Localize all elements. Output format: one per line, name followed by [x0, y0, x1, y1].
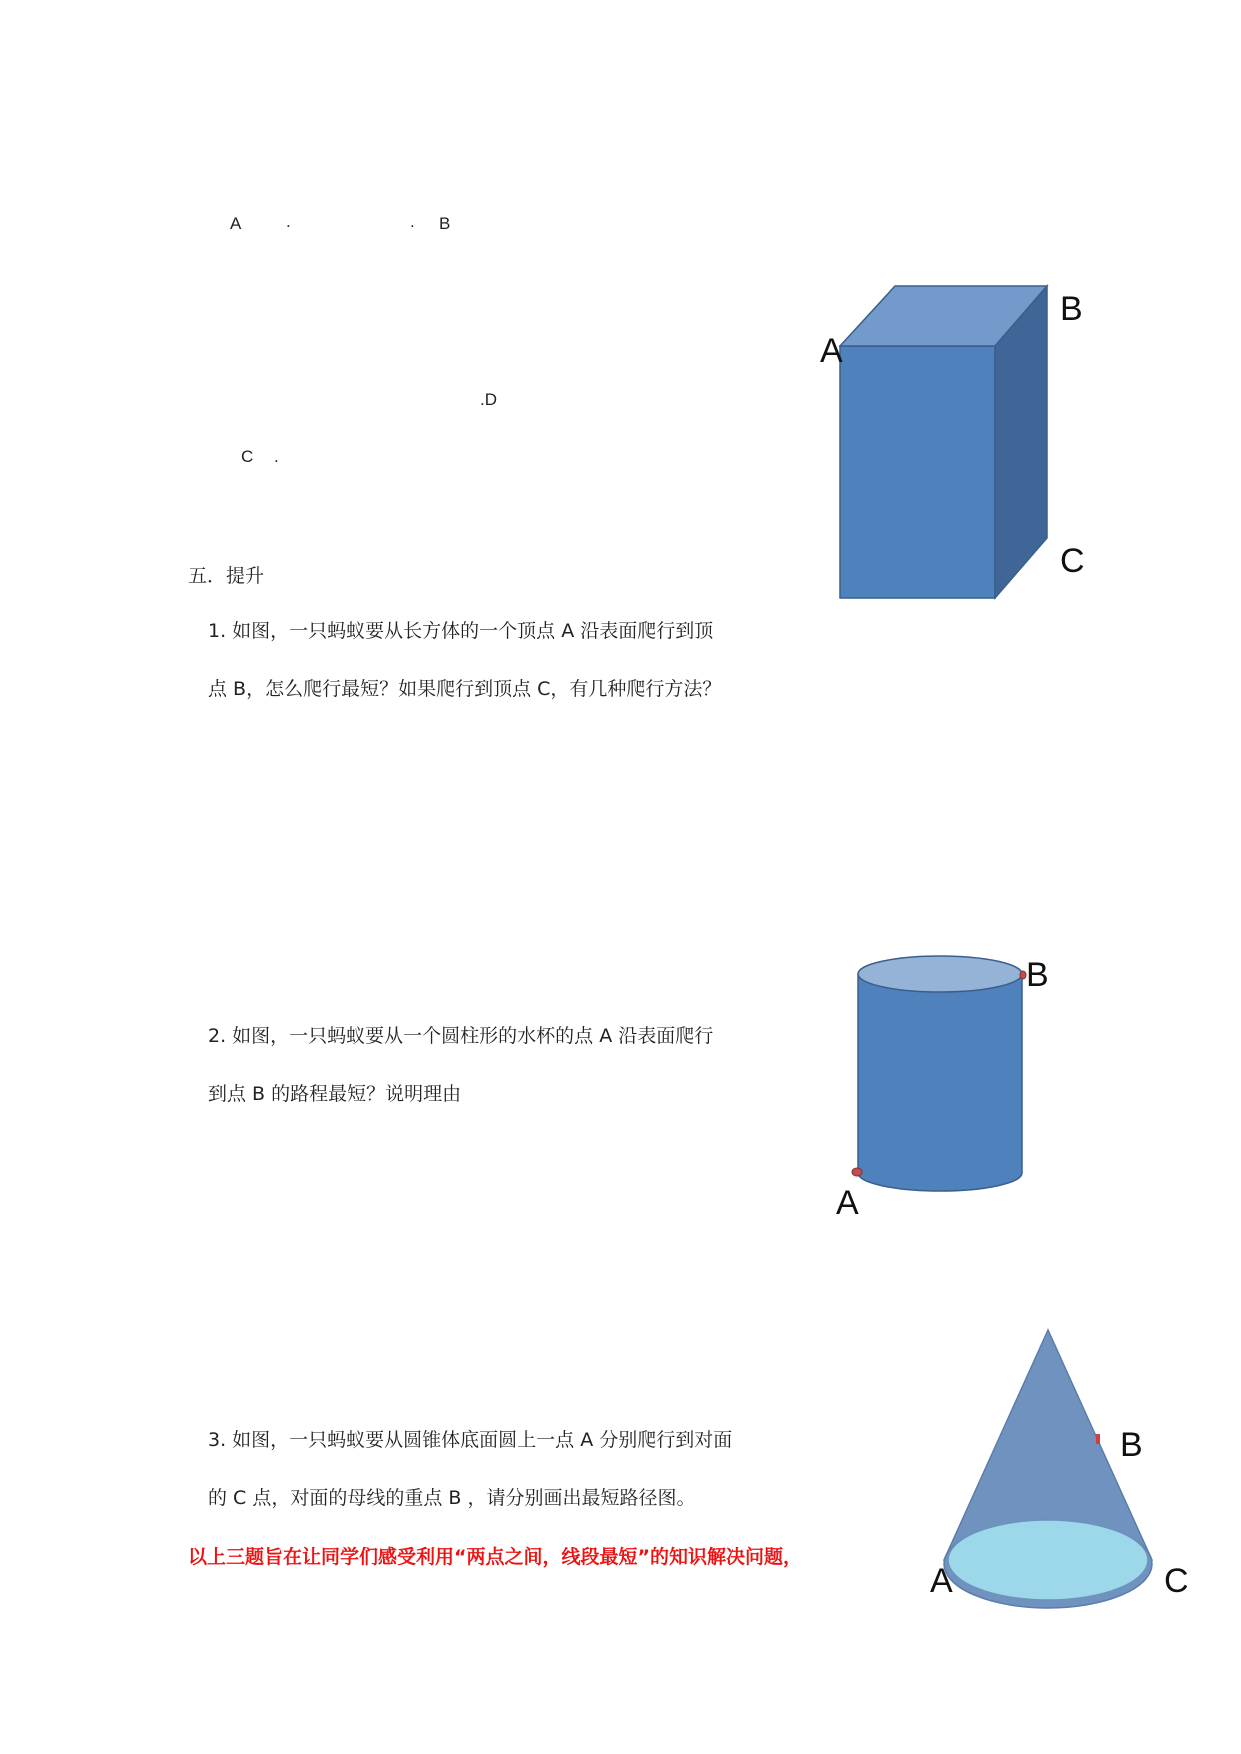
cuboid-figure [820, 280, 1120, 610]
section-title: 五．提升 [188, 565, 265, 587]
question-2 [208, 1007, 713, 1123]
summary-note: 以上三题旨在让同学们感受利用“两点之间，线段最短”的知识解决问题， [188, 1546, 802, 1568]
question-1-line-2: 点 B，怎么爬行最短？如果爬行到顶点 C，有几种爬行方法？ [208, 678, 722, 700]
cuboid-label-c: C [1060, 542, 1085, 580]
cylinder-label-a: A [836, 1184, 859, 1222]
point-d-label: .D [480, 390, 497, 409]
question-2-line-2: 到点 B 的路程最短？说明理由 [208, 1083, 462, 1105]
point-a-label: A [230, 214, 242, 233]
point-b-label: B [439, 214, 451, 233]
cuboid-front-face [840, 346, 995, 598]
cone-label-c: C [1164, 1562, 1189, 1600]
cylinder-label-b: B [1026, 956, 1049, 994]
cone-label-b: B [1120, 1426, 1143, 1464]
cylinder-top [858, 956, 1022, 992]
cylinder-body [858, 974, 1022, 1191]
question-3-line-1: 3. 如图，一只蚂蚁要从圆锥体底面圆上一点 A 分别爬行到对面 [208, 1429, 733, 1451]
question-3 [208, 1411, 732, 1527]
cone-figure [920, 1330, 1210, 1630]
cone-label-a: A [930, 1562, 953, 1600]
question-1 [208, 602, 721, 718]
cuboid-label-a: A [820, 332, 843, 370]
cuboid-label-b: B [1060, 290, 1083, 328]
cone-base [948, 1520, 1148, 1600]
cylinder-point-a-marker [852, 1168, 862, 1176]
question-1-line-1: 1. 如图，一只蚂蚁要从长方体的一个顶点 A 沿表面爬行到顶 [208, 620, 714, 642]
point-c-dot: . [274, 447, 279, 466]
point-b-dot: . [410, 212, 415, 231]
question-2-line-1: 2. 如图，一只蚂蚁要从一个圆柱形的水杯的点 A 沿表面爬行 [208, 1025, 714, 1047]
question-3-line-2: 的 C 点，对面的母线的重点 B ，请分别画出最短路径图。 [208, 1487, 696, 1509]
point-c-label: C [241, 447, 254, 466]
cylinder-figure [830, 950, 1080, 1220]
cone-point-b-marker [1096, 1434, 1100, 1444]
point-a-dot: . [286, 212, 291, 231]
